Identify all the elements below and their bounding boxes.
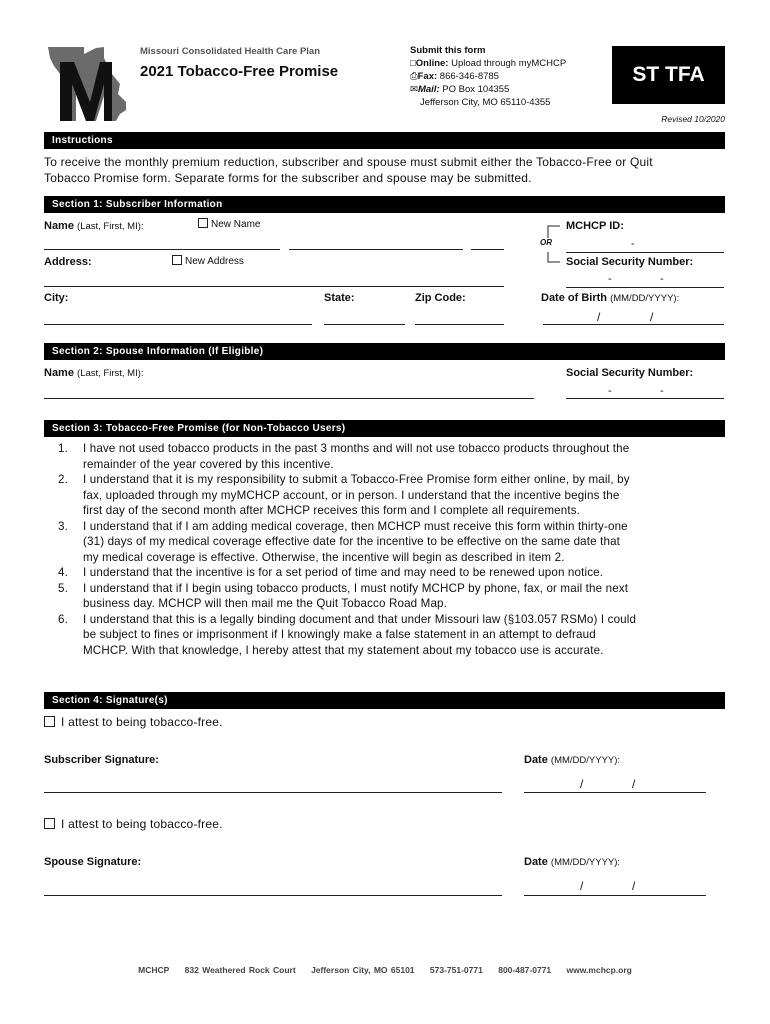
city-label: City:: [44, 292, 69, 304]
section4-heading: Section 4: Signature(s): [44, 692, 725, 709]
promise-item-line: remainder of the year covered by this incentive.: [83, 457, 334, 471]
mail-address-line2: Jefferson City, MO 65110-4355: [420, 97, 551, 108]
promise-item-line: I understand that if I begin using tobacco products, I must notify MCHCP by phone, fax, or mail the next: [83, 581, 629, 595]
zip-label: Zip Code:: [415, 292, 466, 304]
dob-slash-1: /: [597, 310, 601, 324]
footer: [0, 965, 770, 975]
submit-info: [410, 44, 566, 109]
subscriber-signature-field[interactable]: [44, 792, 502, 793]
promise-item-line: MCHCP. With that knowledge, I hereby attest that my statement about my tobacco use is accurate.: [83, 643, 604, 657]
checkbox-icon[interactable]: [44, 818, 55, 829]
spouse-name-field[interactable]: [44, 398, 534, 399]
promise-item: [52, 472, 712, 519]
spouse-attest-label: I attest to being tobacco-free.: [61, 817, 223, 831]
spouse-signature-label: Spouse Signature:: [44, 856, 142, 868]
spouse-date-slash-2: /: [632, 879, 636, 893]
form-code-badge: ST TFA: [612, 46, 725, 104]
subscriber-attest-label: I attest to being tobacco-free.: [61, 715, 223, 729]
mail-address-line1: PO Box 104355: [442, 84, 510, 95]
section2-heading: Section 2: Spouse Information (If Eligible): [44, 343, 725, 360]
revised-date: Revised 10/2020: [661, 114, 725, 124]
subscriber-signature-label: Subscriber Signature:: [44, 754, 159, 766]
page-title: 2021 Tobacco-Free Promise: [140, 63, 339, 80]
new-address-checkbox[interactable]: [172, 255, 244, 267]
online-icon: □: [410, 58, 416, 69]
promise-item: [52, 581, 712, 612]
online-text: Upload through myMCHCP: [451, 58, 567, 69]
subscriber-mi-field[interactable]: [471, 249, 504, 250]
promise-item-line: I understand that it is my responsibility to submit a Tobacco-Free Promise form either online, by mail, by: [83, 473, 630, 486]
footer-org: MCHCP: [138, 965, 170, 975]
promise-item-number: 2.: [58, 473, 68, 486]
promise-item: [52, 565, 712, 581]
footer-website[interactable]: www.mchcp.org: [566, 965, 632, 975]
promise-item-line: first day of the second month after MCHCP receives this form and I complete all requirements.: [83, 504, 581, 517]
spouse-date-field[interactable]: [524, 895, 706, 896]
footer-phone-tollfree: 800-487-0771: [498, 965, 552, 975]
subscriber-date-label: Date (MM/DD/YYYY):: [524, 754, 621, 766]
spouse-attest-checkbox[interactable]: [44, 817, 223, 833]
section1-heading: Section 1: Subscriber Information: [44, 196, 725, 213]
address-field[interactable]: [44, 286, 504, 287]
footer-city: Jefferson City, MO 65101: [311, 965, 415, 975]
promise-item-number: 3.: [58, 519, 68, 533]
promise-item-number: 5.: [58, 581, 68, 595]
city-field[interactable]: [44, 324, 312, 325]
spouse-signature-field[interactable]: [44, 895, 502, 896]
promise-item-line: be subject to fines or imprisonment if I knowingly make a false statement in an attempt to defraud: [83, 628, 596, 641]
instructions-line2: Tobacco Promise form. Separate forms for the subscriber and spouse may be submitted.: [44, 170, 532, 185]
footer-phone-local: 573-751-0771: [429, 965, 483, 975]
ssn-dash-2: -: [660, 273, 664, 285]
promise-list: [52, 441, 712, 658]
subscriber-attest-checkbox[interactable]: [44, 715, 223, 731]
spouse-date-slash-1: /: [580, 879, 584, 893]
checkbox-icon[interactable]: [172, 255, 182, 265]
promise-item: [52, 612, 712, 659]
checkbox-icon[interactable]: [44, 716, 55, 727]
spouse-ssn-field[interactable]: [566, 398, 724, 399]
subscriber-first-name-field[interactable]: [289, 249, 463, 250]
mail-icon: ✉: [410, 84, 418, 95]
instructions-heading: Instructions: [44, 132, 725, 149]
spouse-ssn-label: Social Security Number:: [566, 367, 694, 379]
promise-item-line: (31) days of my medical coverage effective date for the incentive to be effective on the same date that: [83, 535, 621, 548]
promise-item-line: fax, uploaded through my myMCHCP account, or in person. I understand that the incentive begins the: [83, 488, 620, 502]
mchcp-id-field[interactable]: [566, 252, 724, 253]
mchcp-id-label: MCHCP ID:: [566, 220, 624, 232]
submit-heading: Submit this form: [410, 45, 486, 56]
promise-item-line: I understand that if I am adding medical coverage, then MCHCP must receive this form within thirty-one: [83, 519, 628, 533]
promise-item-number: 6.: [58, 612, 68, 626]
instructions-text: [44, 155, 653, 186]
new-name-label: New Name: [211, 219, 261, 230]
promise-item-line: I understand that this is a legally binding document and that under Missouri law (§103.057 RSMo) I could: [83, 612, 637, 626]
subscriber-name-label: Name (Last, First, MI):: [44, 220, 144, 232]
spouse-name-label: Name (Last, First, MI):: [44, 367, 144, 379]
subscriber-date-slash-1: /: [580, 777, 584, 791]
promise-item-number: 1.: [58, 442, 68, 455]
ssn-dash-1: -: [608, 273, 612, 285]
zip-field[interactable]: [415, 324, 504, 325]
footer-address: 832 Weathered Rock Court: [184, 965, 296, 975]
ssn-field[interactable]: [566, 287, 724, 288]
mail-label: Mail:: [417, 84, 440, 95]
org-name: Missouri Consolidated Health Care Plan: [140, 46, 321, 57]
fax-label: Fax:: [417, 71, 438, 82]
new-address-label: New Address: [185, 256, 244, 267]
dob-slash-2: /: [650, 310, 654, 324]
state-label: State:: [324, 292, 355, 304]
promise-item-line: I have not used tobacco products in the past 3 months and will not use tobacco products throughout the: [83, 442, 630, 455]
instructions-line1: To receive the monthly premium reduction, subscriber and spouse must submit either the Tobacco-Free or Quit: [44, 155, 653, 169]
subscriber-date-field[interactable]: [524, 792, 706, 793]
ssn-label: Social Security Number:: [566, 256, 694, 268]
spouse-ssn-dash-1: -: [608, 385, 612, 397]
spouse-date-label: Date (MM/DD/YYYY):: [524, 856, 621, 868]
mchcp-logo: [44, 44, 130, 124]
state-field[interactable]: [324, 324, 405, 325]
section3-heading: Section 3: Tobacco-Free Promise (for Non-Tobacco Users): [44, 420, 725, 437]
mchcp-id-dash: -: [631, 238, 635, 250]
fax-icon: ⎙: [410, 71, 418, 82]
promise-item: [52, 441, 712, 472]
promise-item-line: I understand that the incentive is for a set period of time and may need to be renewed upon notice.: [83, 566, 604, 579]
promise-item-number: 4.: [58, 566, 68, 579]
promise-item-line: business day. MCHCP will then mail me the Quit Tobacco Road Map.: [83, 597, 448, 610]
or-label: OR: [540, 238, 552, 247]
address-label: Address:: [44, 256, 92, 268]
promise-item: [52, 519, 712, 566]
dob-label: Date of Birth (MM/DD/YYYY):: [541, 292, 680, 304]
dob-field[interactable]: [543, 324, 724, 325]
subscriber-date-slash-2: /: [632, 777, 636, 791]
fax-number: 866-346-8785: [439, 71, 499, 82]
new-name-checkbox[interactable]: [198, 218, 260, 230]
spouse-ssn-dash-2: -: [660, 385, 664, 397]
checkbox-icon[interactable]: [198, 218, 208, 228]
online-label: Online:: [415, 58, 449, 69]
promise-item-line: my medical coverage is effective. Otherwise, the incentive will begin as described in item 2.: [83, 550, 565, 564]
subscriber-last-name-field[interactable]: [44, 249, 280, 250]
